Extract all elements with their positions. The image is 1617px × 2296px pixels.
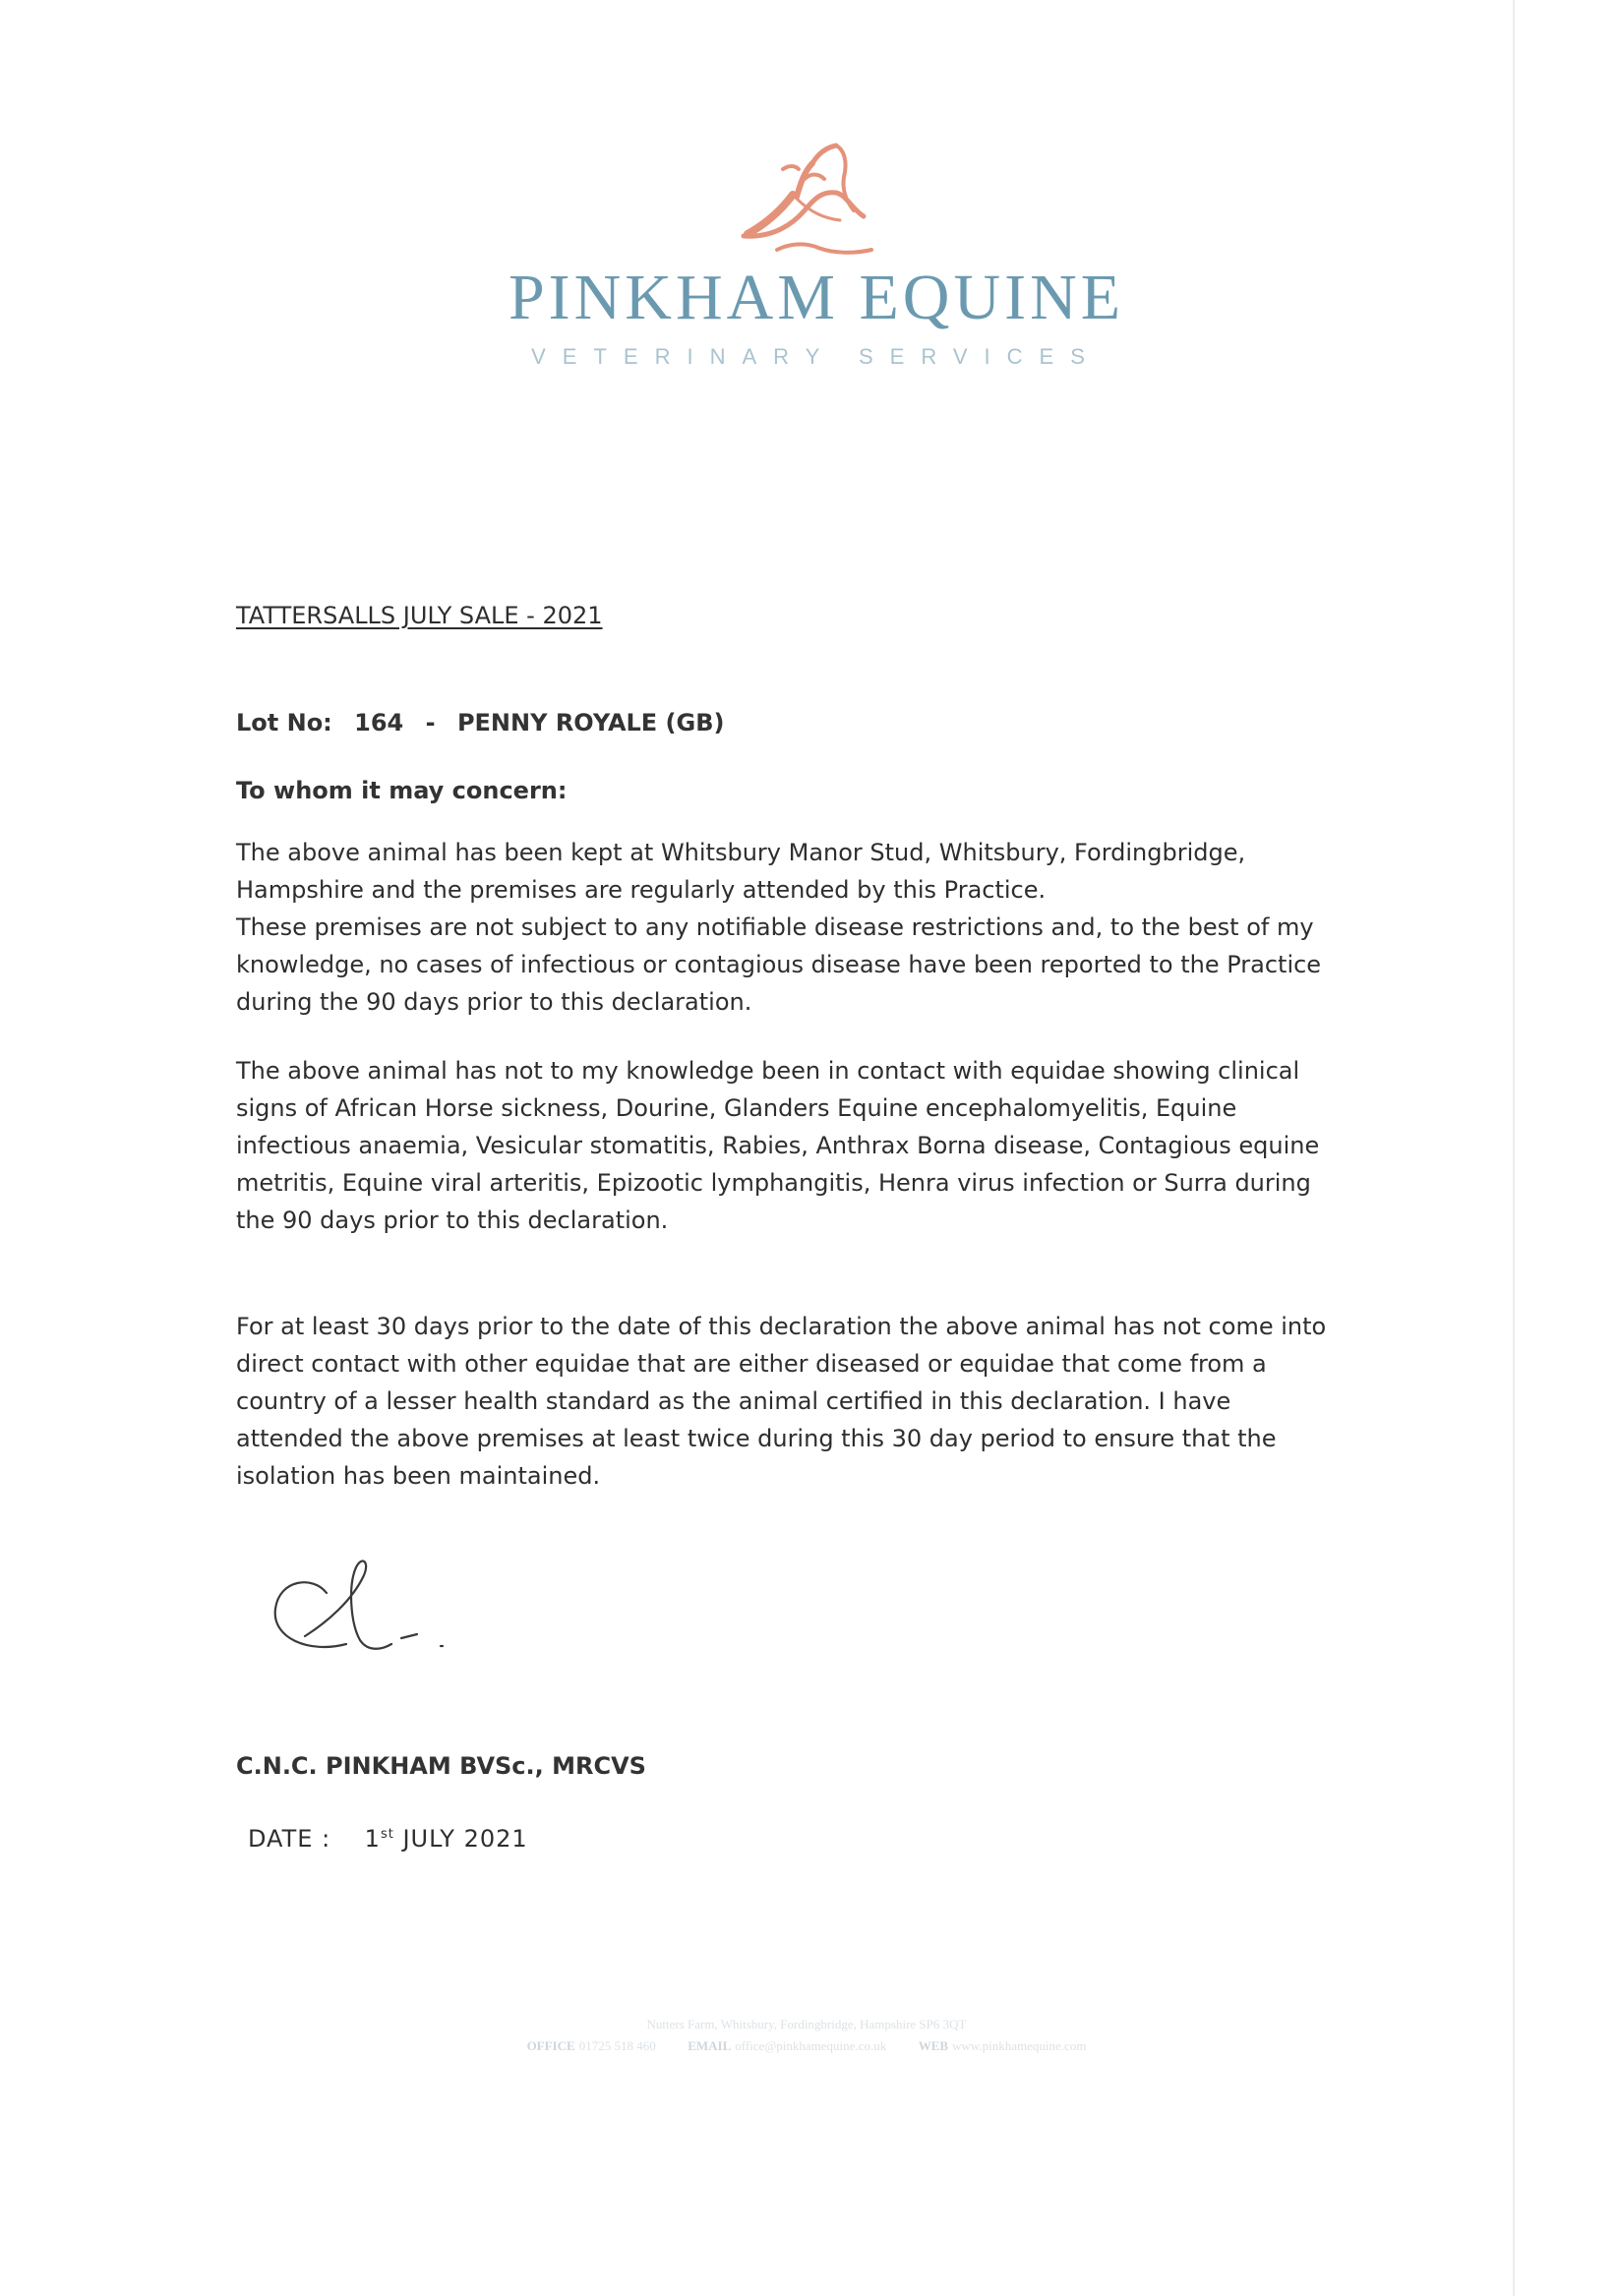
footer-web-value: www.pinkhamequine.com bbox=[952, 2038, 1087, 2053]
horse-rider-logo-icon bbox=[679, 128, 875, 275]
handwritten-signature bbox=[266, 1554, 521, 1681]
scan-edge bbox=[1513, 0, 1515, 2296]
horse-name: PENNY ROYALE (GB) bbox=[456, 709, 725, 736]
paragraph-line: The above animal has not to my knowledge been in contact with equidae showing clinical bbox=[236, 1057, 1300, 1085]
paragraph-line: the 90 days prior to this declaration. bbox=[236, 1207, 669, 1234]
date-day: 1 bbox=[364, 1825, 381, 1853]
date-rest: JULY 2021 bbox=[393, 1825, 528, 1853]
salutation: To whom it may concern: bbox=[236, 777, 568, 804]
lot-separator: - bbox=[425, 709, 436, 736]
paragraph-line: knowledge, no cases of infectious or contagious disease have been reported to the Practice bbox=[236, 951, 1322, 978]
paragraph-line: metritis, Equine viral arteritis, Epizootic lymphangitis, Henra virus infection or Surra during bbox=[236, 1169, 1311, 1197]
paragraph-diseases bbox=[236, 1052, 1367, 1239]
paragraph-isolation bbox=[236, 1308, 1367, 1495]
paragraph-line: country of a lesser health standard as the animal certified in this declaration. I have bbox=[236, 1387, 1231, 1415]
paragraph-line: isolation has been maintained. bbox=[236, 1462, 601, 1490]
lot-line bbox=[236, 709, 738, 736]
company-name: PINKHAM EQUINE bbox=[508, 262, 1125, 333]
paragraph-premises bbox=[236, 834, 1367, 1021]
signatory-name: C.N.C. PINKHAM BVSc., MRCVS bbox=[236, 1752, 646, 1780]
footer-web-label: WEB bbox=[918, 2038, 949, 2053]
paragraph-line: direct contact with other equidae that are either diseased or equidae that come from a bbox=[236, 1350, 1267, 1378]
lot-number: 164 bbox=[354, 709, 404, 736]
paragraph-line: These premises are not subject to any notifiable disease restrictions and, to the best of my bbox=[236, 913, 1314, 941]
footer-office-label: OFFICE bbox=[526, 2038, 575, 2053]
company-subtitle: VETERINARY SERVICES bbox=[531, 344, 1102, 369]
footer-office-value: 01725 518 460 bbox=[578, 2038, 656, 2053]
date-suffix: st bbox=[380, 1827, 394, 1842]
paragraph-line: infectious anaemia, Vesicular stomatitis, Rabies, Anthrax Borna disease, Contagious equine bbox=[236, 1132, 1320, 1159]
letterhead-footer bbox=[433, 2014, 1180, 2057]
footer-email-value: office@pinkhamequine.co.uk bbox=[735, 2038, 887, 2053]
paragraph-line: during the 90 days prior to this declaration. bbox=[236, 988, 752, 1016]
date-label: DATE : bbox=[248, 1825, 331, 1853]
paragraph-line: signs of African Horse sickness, Dourine, Glanders Equine encephalomyelitis, Equine bbox=[236, 1094, 1237, 1122]
letterhead bbox=[423, 128, 1210, 393]
footer-email-label: EMAIL bbox=[688, 2038, 732, 2053]
date-line bbox=[248, 1825, 528, 1853]
lot-label: Lot No: bbox=[236, 709, 332, 736]
paragraph-line: Hampshire and the premises are regularly attended by this Practice. bbox=[236, 876, 1047, 904]
paragraph-line: For at least 30 days prior to the date of this declaration the above animal has not come into bbox=[236, 1313, 1327, 1340]
paragraph-line: attended the above premises at least twice during this 30 day period to ensure that the bbox=[236, 1425, 1277, 1452]
sale-title: TATTERSALLS JULY SALE - 2021 bbox=[236, 602, 603, 629]
footer-contacts bbox=[433, 2035, 1180, 2057]
paragraph-line: The above animal has been kept at Whitsbury Manor Stud, Whitsbury, Fordingbridge, bbox=[236, 839, 1246, 866]
footer-address: Nutters Farm, Whitsbury, Fordingbridge, Hampshire SP6 3QT bbox=[646, 2017, 967, 2031]
